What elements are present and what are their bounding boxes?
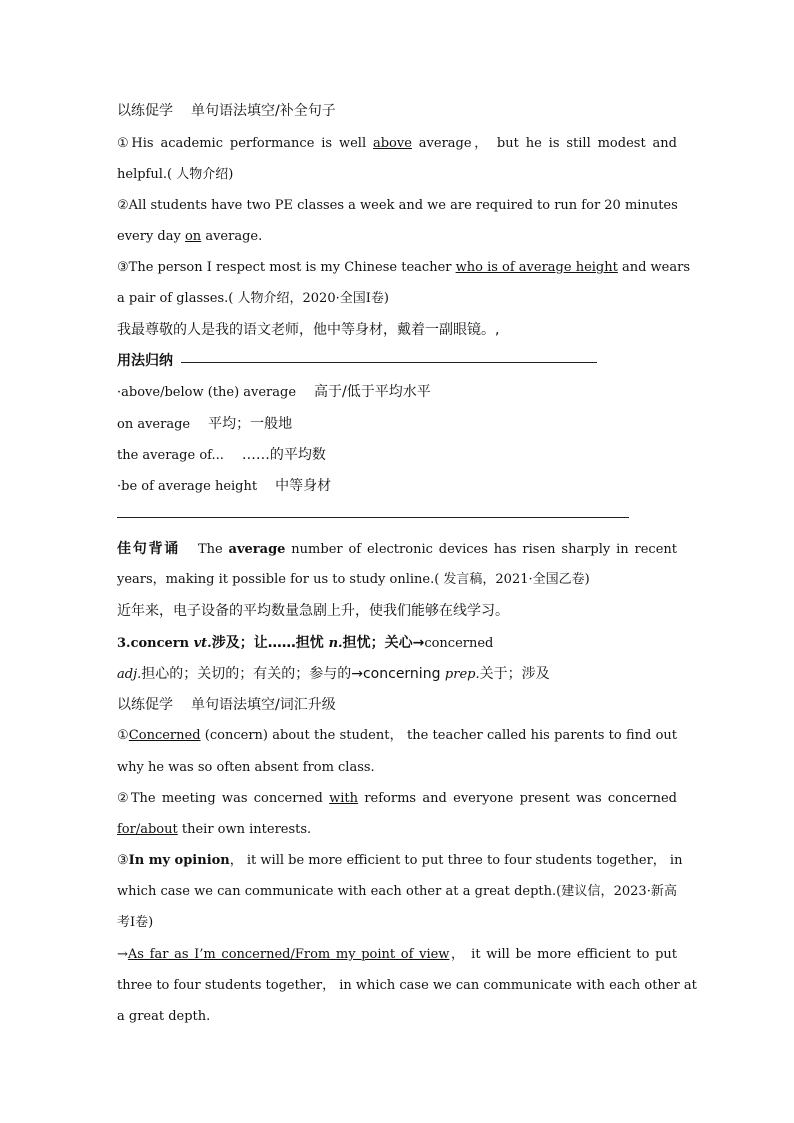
answer-for-about: for/about	[117, 822, 178, 837]
practice-heading-1: 以练促学 单句语法填空/补全句子	[117, 103, 336, 119]
usage-item: the average of... ……的平均数	[117, 447, 326, 463]
word-entry-concern-line-2: adj.担心的；关切的；有关的；参与的→concerning prep.关于；涉及	[117, 666, 550, 682]
usage-item: on average 平均；一般地	[117, 416, 293, 432]
good-sentence-translation: 近年来，电子设备的平均数量急剧上升，使我们能够在线学习。	[117, 603, 509, 619]
exercise-b2-1-line-1: ①Concerned (concern) about the student， the teacher called his parents to find out	[117, 728, 678, 743]
good-sentence-line-1: 佳句背诵 The average number of electronic devices has risen sharply in recent	[117, 541, 677, 557]
usage-bottom-rule	[117, 517, 629, 518]
exercise-b2-2-line-2: for/about their own interests.	[117, 822, 312, 837]
practice-heading-2: 以练促学 单句语法填空/词汇升级	[117, 697, 336, 713]
exercise-b2-3-rewrite-3: a great depth.	[117, 1009, 211, 1024]
exercise-b2-3-line-2: which case we can communicate with each other at a great depth.(建议信，2023·新高	[117, 884, 677, 899]
answer-with: with	[329, 791, 359, 806]
exercise-2-line-1: ②All students have two PE classes a week and we are required to run for 20 minutes	[117, 198, 678, 213]
answer-concerned: Concerned	[128, 728, 201, 743]
exercise-b2-2-line-1: ②The meeting was concerned with reforms and everyone present was concerned	[117, 791, 677, 806]
answer-as-far-as: As far as I’m concerned/From my point of view	[127, 947, 450, 962]
good-sentence-line-2: years，making it possible for us to study online.( 发言稿，2021·全国乙卷)	[117, 572, 590, 587]
exercise-1-line-1: ①His academic performance is well above average， but he is still modest and	[117, 136, 677, 151]
answer-on: on	[184, 229, 202, 244]
answer-average-height: who is of average height	[455, 260, 618, 275]
exercise-b2-3-line-3: 考Ⅰ卷)	[117, 915, 154, 930]
word-entry-concern: 3.concern vt.涉及；让……担忧 n.担忧；关心→concerned	[117, 635, 494, 651]
exercise-3-translation: 我最尊敬的人是我的语文老师，他中等身材，戴着一副眼镜。,	[117, 322, 500, 338]
usage-top-rule	[181, 362, 597, 363]
usage-item: ·above/below (the) average 高于/低于平均水平	[117, 384, 431, 400]
exercise-b2-3-rewrite-2: three to four students together， in which case we can communicate with each other at	[117, 978, 697, 993]
exercise-b2-1-line-2: why he was so often absent from class.	[117, 760, 375, 775]
exercise-b2-3-rewrite-1: →As far as I’m concerned/From my point of view， it will be more efficient to put	[117, 947, 677, 962]
usage-item: ·be of average height 中等身材	[117, 478, 332, 494]
answer-above: above	[372, 136, 412, 151]
exercise-b2-3-line-1: ③In my opinion， it will be more efficient to put three to four students together， in	[117, 853, 683, 868]
exercise-1-line-2: helpful.( 人物介绍)	[117, 167, 234, 182]
exercise-3-line-2: a pair of glasses.( 人物介绍，2020·全国Ⅰ卷)	[117, 291, 389, 306]
usage-summary-title: 用法归纳	[117, 353, 173, 369]
exercise-2-line-2: every day on average.	[117, 229, 263, 244]
exercise-3-line-1: ③The person I respect most is my Chinese teacher who is of average height and wears	[117, 260, 691, 275]
